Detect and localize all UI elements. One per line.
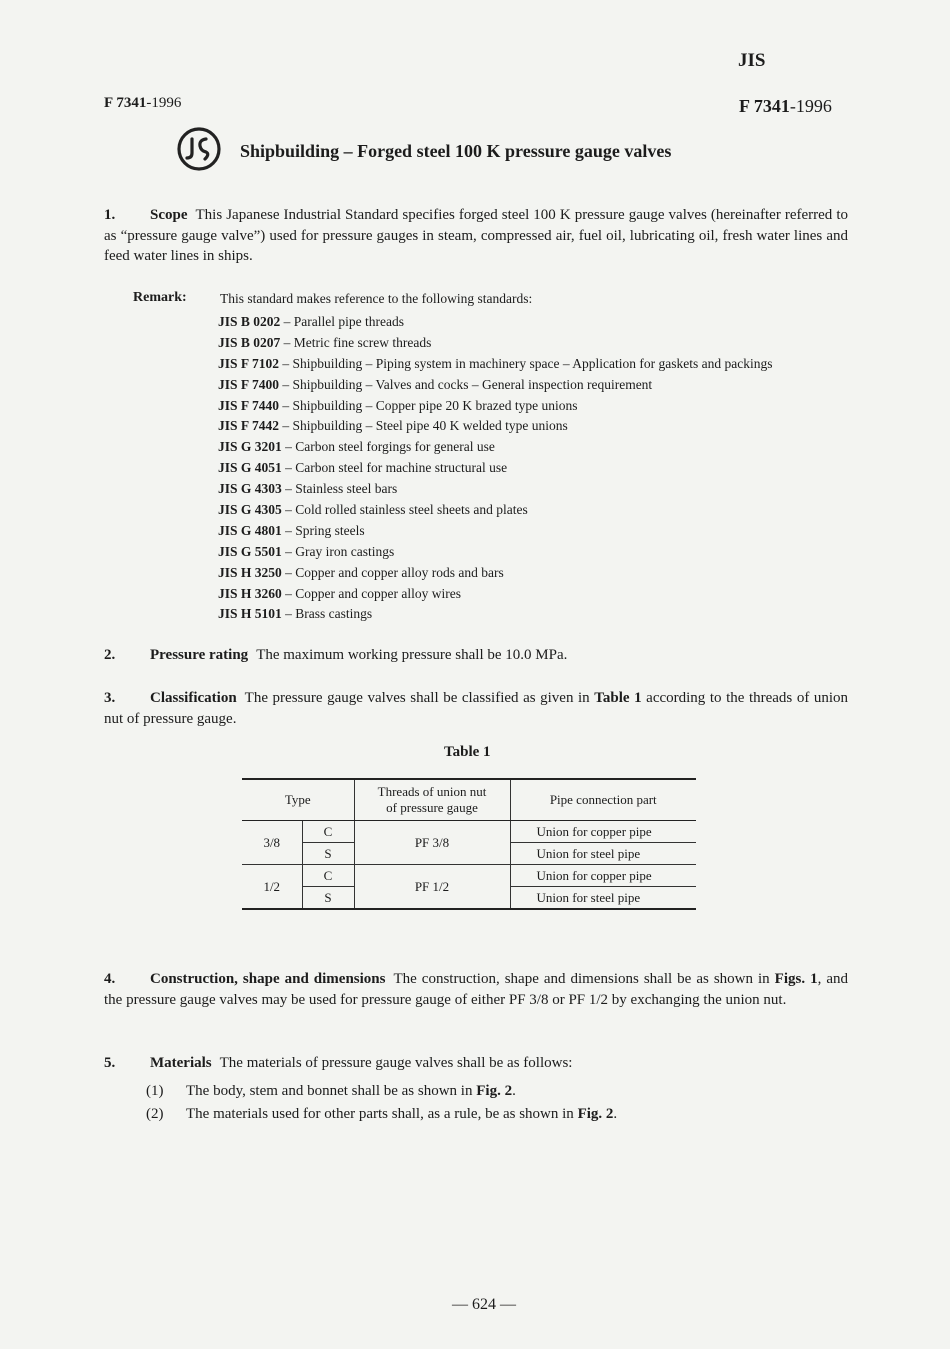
doc-number-left: F 7341-1996 — [104, 95, 182, 111]
standard-code: JIS G 5501 — [218, 543, 282, 559]
list-item: (1) The body, stem and bonnet shall be as shown in Fig. 2. — [146, 1083, 516, 1099]
section-text: The construction, shape and dimensions shall be as shown in — [393, 971, 770, 987]
header-type: Type — [242, 779, 354, 821]
standard-title: – Copper and copper alloy wires — [285, 585, 461, 601]
standard-title: – Copper and copper alloy rods and bars — [285, 564, 504, 580]
standard-title: – Spring steels — [285, 522, 365, 538]
cell-thread: PF 3/8 — [354, 821, 510, 865]
section-text-cont: , and the pressure gauge valves may be used for pressure gauge of either PF 3/8 or PF 1/2 by exchanging the union nut. — [104, 971, 849, 1008]
classification-table — [242, 778, 696, 910]
jis-mark-icon — [175, 125, 223, 173]
standard-code: JIS H 3250 — [218, 564, 282, 580]
page-number: — 624 — — [452, 1296, 516, 1313]
standard-reference — [218, 521, 772, 542]
standard-reference — [218, 500, 772, 521]
header-pipe: Pipe connection part — [510, 779, 696, 821]
standard-reference — [218, 333, 772, 354]
standard-reference — [218, 458, 772, 479]
doc-number-right: F 7341-1996 — [739, 96, 832, 116]
standard-code: JIS B 0202 — [218, 314, 281, 329]
standard-reference — [218, 437, 772, 458]
remark-label: Remark: — [133, 290, 187, 305]
section-number: 3. — [104, 690, 116, 706]
standard-title: – Shipbuilding – Valves and cocks – General inspection requirement — [282, 376, 653, 392]
section-text: The maximum working pressure shall be 10.0 MPa. — [256, 647, 568, 663]
standard-reference — [218, 375, 772, 396]
standard-title: – Carbon steel for machine structural use — [285, 460, 508, 476]
section-materials — [104, 1053, 848, 1074]
standards-list — [218, 312, 772, 625]
section-number: 4. — [104, 971, 116, 987]
section-number: 5. — [104, 1055, 116, 1071]
cell-code: C — [302, 821, 354, 843]
standard-title: – Shipbuilding – Steel pipe 40 K welded type unions — [282, 418, 568, 434]
section-text-cont: according to the threads of union nut of pressure gauge. — [104, 690, 849, 727]
standard-code: JIS G 4051 — [218, 460, 282, 476]
section-text: The materials of pressure gauge valves shall be as follows: — [219, 1055, 573, 1071]
standard-title: – Cold rolled stainless steel sheets and plates — [285, 502, 528, 518]
section-text: The pressure gauge valves shall be classified as given in — [244, 690, 590, 706]
standard-reference — [218, 416, 772, 437]
section-scope — [104, 205, 848, 267]
standard-title: – Carbon steel forgings for general use — [285, 439, 495, 455]
standard-reference — [218, 354, 772, 375]
cell-size: 1/2 — [242, 865, 302, 910]
cell-pipe: Union for copper pipe — [510, 821, 696, 843]
standard-title: – Parallel pipe threads — [283, 314, 404, 329]
standard-reference — [218, 604, 772, 625]
table-row — [242, 865, 696, 887]
standard-code: JIS B 0207 — [218, 334, 281, 350]
jis-mark: JIS — [738, 50, 766, 71]
section-construction — [104, 969, 848, 1010]
standard-reference — [218, 584, 772, 605]
standard-reference — [218, 312, 772, 333]
standard-title: – Brass castings — [285, 606, 373, 622]
header-threads: Threads of union nut of pressure gauge — [354, 779, 510, 821]
standard-reference — [218, 396, 772, 417]
cell-code: S — [302, 843, 354, 865]
standard-title: – Shipbuilding – Piping system in machinery space – Application for gaskets and packings — [282, 355, 773, 371]
section-heading: Classification — [150, 690, 237, 706]
standard-code: JIS F 7400 — [218, 376, 280, 392]
section-text: This Japanese Industrial Standard specifies forged steel 100 K pressure gauge valves (hereinafter referred to as “pressure gauge valve”) used for pressure gauges in steam, compressed air, fuel oil, lubricating oil, fresh water lines and feed water lines in ships. — [104, 207, 848, 264]
standard-reference — [218, 479, 772, 500]
section-pressure-rating — [104, 645, 848, 666]
table-title: Table 1 — [444, 744, 491, 760]
section-number: 1. — [104, 207, 116, 223]
cell-code: S — [302, 887, 354, 910]
standard-code: JIS H 3260 — [218, 585, 282, 601]
section-heading: Materials — [150, 1055, 212, 1071]
standard-title: – Metric fine screw threads — [283, 334, 432, 350]
list-item: (2) The materials used for other parts shall, as a rule, be as shown in Fig. 2. — [146, 1106, 618, 1122]
standard-code: JIS G 4303 — [218, 481, 282, 497]
standard-code: JIS G 4305 — [218, 502, 282, 518]
figure-reference: Figs. 1 — [774, 971, 818, 987]
standard-code: JIS H 5101 — [218, 606, 282, 622]
figure-reference: Fig. 2 — [476, 1083, 513, 1099]
standard-reference — [218, 542, 772, 563]
cell-pipe: Union for steel pipe — [510, 843, 696, 865]
standard-code: JIS F 7102 — [218, 355, 280, 371]
standard-code: JIS F 7442 — [218, 418, 280, 434]
table-reference: Table 1 — [594, 690, 642, 706]
standard-reference — [218, 563, 772, 584]
remark-intro: This standard makes reference to the following standards: — [220, 291, 533, 306]
cell-code: C — [302, 865, 354, 887]
standard-title: – Stainless steel bars — [285, 481, 398, 497]
cell-thread: PF 1/2 — [354, 865, 510, 910]
table-row — [242, 821, 696, 843]
figure-reference: Fig. 2 — [577, 1106, 614, 1122]
cell-pipe: Union for copper pipe — [510, 865, 696, 887]
standard-title: – Shipbuilding – Copper pipe 20 K brazed type unions — [282, 397, 578, 413]
standard-code: JIS G 4801 — [218, 522, 282, 538]
cell-size: 3/8 — [242, 821, 302, 865]
section-heading: Construction, shape and dimensions — [150, 971, 386, 987]
table-header-row — [242, 779, 696, 821]
section-number: 2. — [104, 647, 116, 663]
standard-code: JIS F 7440 — [218, 397, 280, 413]
section-heading: Scope — [150, 207, 188, 223]
standard-title: – Gray iron castings — [285, 543, 395, 559]
section-classification — [104, 688, 848, 729]
section-heading: Pressure rating — [150, 647, 249, 663]
cell-pipe: Union for steel pipe — [510, 887, 696, 910]
page-title: Shipbuilding – Forged steel 100 K pressure gauge valves — [240, 141, 672, 161]
standard-code: JIS G 3201 — [218, 439, 282, 455]
